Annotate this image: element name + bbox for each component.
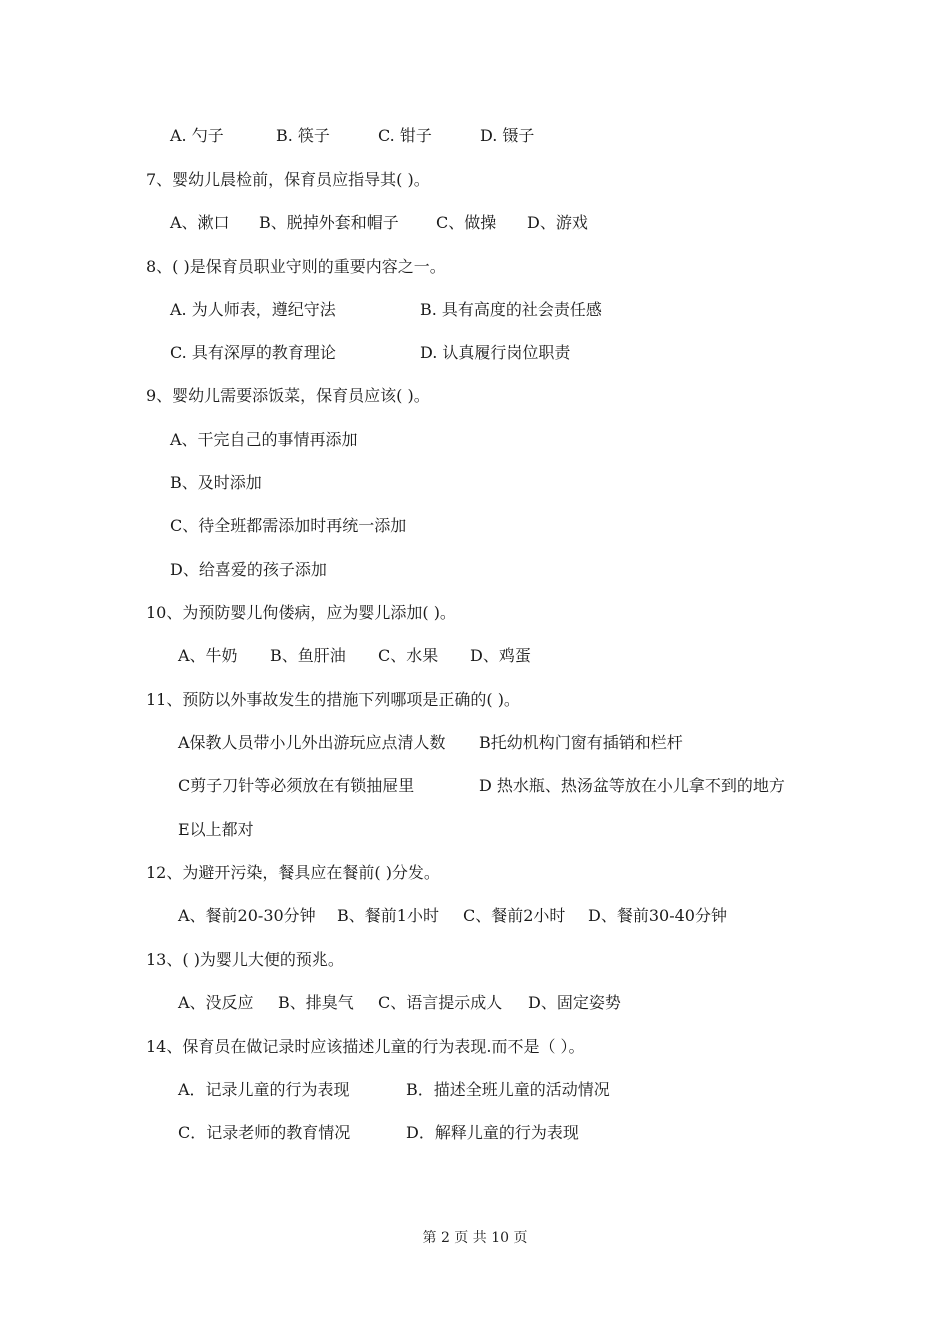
q11-option-c: C剪子刀针等必须放在有锁抽屉里 xyxy=(178,776,415,795)
q7-option-d: D、游戏 xyxy=(527,213,588,232)
q9-option-a: A、干完自己的事情再添加 xyxy=(170,430,358,449)
q12-option-c: C、餐前2小时 xyxy=(463,906,566,925)
q10-option-a: A、牛奶 xyxy=(178,646,238,665)
q6-option-b: B. 筷子 xyxy=(276,126,330,145)
q12-stem: 12、为避开污染，餐具应在餐前( )分发。 xyxy=(146,863,440,882)
q11-stem: 11、预防以外事故发生的措施下列哪项是正确的( )。 xyxy=(146,690,520,709)
q12-option-d: D、餐前30-40分钟 xyxy=(588,906,727,925)
q14-option-c: C．记录老师的教育情况 xyxy=(178,1123,351,1142)
q7-option-c: C、做操 xyxy=(436,213,497,232)
q8-option-d: D. 认真履行岗位职责 xyxy=(420,343,571,362)
q7-option-a: A、漱口 xyxy=(170,213,230,232)
q14-option-a: A．记录儿童的行为表现 xyxy=(178,1080,350,1099)
q14-option-b: B．描述全班儿童的活动情况 xyxy=(406,1080,610,1099)
q6-option-a: A. 勺子 xyxy=(170,126,224,145)
q8-stem: 8、( )是保育员职业守则的重要内容之一。 xyxy=(146,257,446,276)
q9-option-c: C、待全班都需添加时再统一添加 xyxy=(170,516,407,535)
q6-option-d: D. 镊子 xyxy=(480,126,535,145)
q13-stem: 13、( )为婴儿大便的预兆。 xyxy=(146,950,344,969)
q13-option-b: B、排臭气 xyxy=(278,993,354,1012)
q11-option-b: B托幼机构门窗有插销和栏杆 xyxy=(479,733,683,752)
q12-option-a: A、餐前20-30分钟 xyxy=(178,906,316,925)
q10-option-b: B、鱼肝油 xyxy=(270,646,346,665)
page-number: 第 2 页 共 10 页 xyxy=(422,1230,528,1246)
q9-option-b: B、及时添加 xyxy=(170,473,262,492)
q11-option-e: E以上都对 xyxy=(178,820,254,839)
q10-option-d: D、鸡蛋 xyxy=(470,646,531,665)
q13-option-a: A、没反应 xyxy=(178,993,254,1012)
q10-option-c: C、水果 xyxy=(378,646,439,665)
q9-option-d: D、给喜爱的孩子添加 xyxy=(170,560,327,579)
q7-option-b: B、脱掉外套和帽子 xyxy=(259,213,399,232)
q6-option-c: C. 钳子 xyxy=(378,126,432,145)
q11-option-a: A保教人员带小儿外出游玩应点清人数 xyxy=(178,733,446,752)
q8-option-b: B. 具有高度的社会责任感 xyxy=(420,300,602,319)
q10-stem: 10、为预防婴儿佝偻病，应为婴儿添加( )。 xyxy=(146,603,456,622)
q8-option-a: A. 为人师表，遵纪守法 xyxy=(170,300,336,319)
q8-option-c: C. 具有深厚的教育理论 xyxy=(170,343,336,362)
q14-stem: 14、保育员在做记录时应该描述儿童的行为表现.而不是（ ）。 xyxy=(146,1037,585,1056)
q7-stem: 7、婴幼儿晨检前，保育员应指导其( )。 xyxy=(146,170,430,189)
q14-option-d: D．解释儿童的行为表现 xyxy=(406,1123,579,1142)
q13-option-d: D、固定姿势 xyxy=(528,993,621,1012)
q12-option-b: B、餐前1小时 xyxy=(337,906,439,925)
q9-stem: 9、婴幼儿需要添饭菜，保育员应该( )。 xyxy=(146,386,430,405)
q11-option-d: D 热水瓶、热汤盆等放在小儿拿不到的地方 xyxy=(479,776,785,795)
q13-option-c: C、语言提示成人 xyxy=(378,993,503,1012)
